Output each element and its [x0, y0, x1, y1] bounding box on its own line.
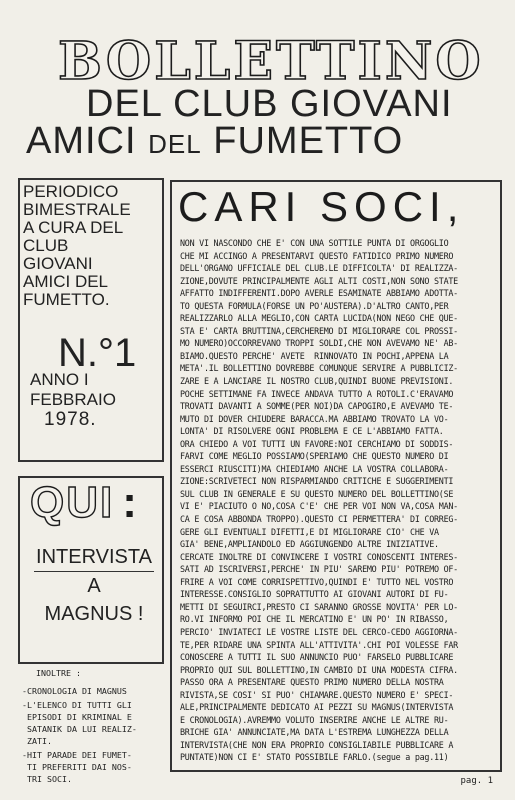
article-line: PERCIO' INVIATECI LE VOSTRE LISTE DEL CERCO-CEDO AGGIORNA- [180, 626, 458, 637]
qui-heading [30, 478, 139, 527]
list-item-line: EPISODI DI KRIMINAL E [27, 711, 132, 722]
info-line: CLUB [23, 236, 69, 255]
article-line: ALE,PRINCIPALMENTE DEDICATO AI PEZZI SU MAGNUS(INTERVISTA [180, 702, 454, 713]
list-item [22, 749, 168, 786]
list-item-line: -CRONOLOGIA DI MAGNUS [22, 686, 127, 697]
article-line: MO NUMERO)OCCORREVANO TROPPI SOLDI,CHE NON AVEVAMO NE' AB- [180, 338, 458, 349]
masthead-title: BOLLETTINO [58, 31, 484, 92]
interview-line-2: A [87, 575, 101, 597]
info-line: FUMETTO. [23, 290, 110, 309]
inoltre-list [22, 667, 168, 786]
info-line: A CURA DEL [23, 218, 124, 237]
qui-colon: : [122, 478, 139, 527]
article-line: VI E' PIACIUTO O NO,COSA C'E' CHE PER VOI NON VA,COSA MAN- [180, 501, 458, 512]
article-line: E CRONOLOGIA).AVREMMO VOLUTO INSERIRE ANCHE LE ALTRE RU- [180, 714, 449, 725]
article-line: ESSERCI RIUSCITI)MA CHIEDIAMO ANCHE LA VOSTRA COLLABORA- [180, 463, 449, 474]
article-line: PASSO ORA A PRESENTARE QUESTO PRIMO NUMERO DELLA NOSTRA [180, 677, 444, 688]
issue-number: N.°1 [58, 331, 137, 375]
list-item-line: SATANIK DA LUI REALIZ- [27, 724, 137, 735]
inoltre-heading: INOLTRE : [36, 668, 81, 678]
masthead-fumetto: FUMETTO [213, 120, 404, 162]
article-line: SUL CLUB IN GENERALE E SU QUESTO NUMERO DEL BOLLETTINO(SE [180, 488, 454, 499]
article-line: METTI DI SEGUIRCI,PRESTO CI SARANNO GROSSE NOVITA' PER LO- [180, 601, 458, 612]
info-line: BIMESTRALE [23, 200, 131, 219]
issue-month: FEBBRAIO [30, 390, 116, 409]
article-line: GERE GLI EVENTUALI DIFETTI,E DI MIGLIORARE CIO' CHE VA [180, 526, 439, 537]
article-line: REALIZZARLO ALLA MEGLIO,CON CARTA LUCIDA(NON NEGO CHE QUE- [180, 313, 458, 324]
article-line: ZIONE,DOVUTE PRINCIPALMENTE AGLI ALTI COSTI,NON SONO STATE [180, 275, 458, 286]
article-line: ORA CHIEDO A VOI TUTTI UN FAVORE:NOI CERCHIAMO DI SODDIS- [180, 438, 454, 449]
article-line: BRICHE GIA' ANNUNCIATE,MA DATA L'ESTREMA LUNGHEZZA DELLA [180, 727, 449, 738]
article-line: CA E COSA ABBONDA TROPPO).QUESTO CI PERMETTERA' DI CORREG- [180, 514, 458, 525]
article-line: RIVISTA,SE COSI' SI PUO' CHIAMARE.QUESTO NUMERO E' SPECI- [180, 689, 454, 700]
article-line: CHE MI ACCINGO A PRESENTARVI QUESTO FATIDICO PRIMO NUMERO [180, 250, 454, 261]
article-body [180, 237, 502, 764]
article-line: LONTA' DI RISOLVERE OGNI PROBLEMA E CE L'ABBIAMO FATTA. [180, 426, 444, 437]
article-line: RO.VI INFORMO POI CHE IL MERCATINO E' UN PO' IN RIBASSO, [180, 614, 449, 625]
article-line: TE,PER RIDARE UNA SPINTA ALL'ATTIVITA'.CHI POI VOLESSE FAR [180, 639, 458, 650]
issue-year-label: ANNO I [30, 370, 89, 389]
article-line: CERCATE INOLTRE DI CONVINCERE I VOSTRI CONOSCENTI INTERES- [180, 551, 458, 562]
article-line: POCHE SETTIMANE FA INVECE ANDAVA TUTTO A ROTOLI.C'ERAVAMO [180, 388, 454, 399]
masthead-club-giovani: DEL CLUB GIOVANI [86, 83, 453, 125]
page-number: pag. 1 [460, 776, 493, 786]
article-line: ZIONE:SCRIVETECI NON RISPARMIANDO CRITICHE E SUGGERIMENTI [180, 476, 454, 487]
article-line: TROVATI DAVANTI A SOMME(PER NOI)DA CAPOGIRO,E AVEVAMO TE- [180, 401, 454, 412]
interview-line-3: MAGNUS ! [44, 603, 144, 625]
info-line: GIOVANI [23, 254, 93, 273]
issue-meta [30, 370, 165, 430]
issue-year: 1978. [44, 409, 97, 430]
article-line: ZARE E A LANCIARE IL NOSTRO CLUB,QUINDI BUONE PREVISIONI. [180, 376, 454, 387]
article-line: BIAMO.QUESTO PERCHE' AVETE RINNOVATO IN POCHI,APPENA LA [180, 350, 449, 361]
qui-word: QUI [30, 478, 115, 527]
list-item-line: TI PREFERITI DAI NOS- [27, 762, 132, 773]
article-heading: CARI SOCI, [178, 183, 465, 230]
article-line: META'.IL BOLLETTINO DOVREBBE COMUNQUE SERVIRE A PUBBLICIZ- [180, 363, 458, 374]
article-line: GIA' BENE,AMPLIANDOLO ED AGGIUNGENDO ALTRE INIZIATIVE. [180, 539, 439, 550]
article-line: SATI AD ISCRIVERSI,PERCHE' IN PIU' SAREMO PIU' POTREMO OF- [180, 564, 458, 575]
list-item [22, 685, 168, 697]
article-line: PUNTATE)NON CI E' STATO POSSIBILE FARLO.(segue a pag.11) [180, 752, 449, 763]
masthead-amici: AMICI [26, 120, 137, 162]
info-box-text [23, 183, 163, 309]
list-item-line: ZATI. [27, 736, 52, 747]
article-line: STA E' CARTA BRUTTINA,CERCHEREMO DI MIGLIORARE COL PROSSI- [180, 325, 458, 336]
article-line: CONOSCERE A TUTTI IL SUO ANNUNCIO PUO' FARSELO PUBBLICARE [180, 652, 454, 663]
interview-line-1: INTERVISTA [36, 546, 152, 568]
article-line: FARVI COME MEGLIO POSSIAMO(SPERIAMO CHE QUESTO NUMERO DI [180, 451, 449, 462]
masthead-line-1 [86, 85, 453, 123]
article-line: NON VI NASCONDO CHE E' CON UNA SOTTILE PUNTA DI ORGOGLIO [180, 238, 449, 248]
masthead-line-2 [26, 122, 403, 160]
article-line: DELL'ORGANO UFFICIALE DEL CLUB.LE DIFFICOLTA' DI REALIZZA- [180, 263, 458, 274]
article-line: TO QUESTA FORMULA(FORSE UN PO'AUSTERA).D'ALTRO CANTO,PER [180, 300, 449, 311]
article-line: INTERESSE.CONSIGLIO SOPRATTUTTO AI GIOVANI AUTORI DI FU- [180, 589, 449, 600]
masthead-del: DEL [148, 129, 202, 159]
article-line: PROPRIO QUI SUL BOLLETTINO,IN CAMBIO DI UNA MODESTA CIFRA. [180, 664, 458, 675]
article-line: INTERVISTA(CHE NON ERA PROPRIO CONSIGLIABILE PUBBLICARE A [180, 739, 454, 750]
info-line: AMICI DEL [23, 272, 109, 291]
list-item-line: -HIT PARADE DEI FUMET- [22, 749, 132, 760]
article-line: AFFATTO INDIFFERENTI.DOPO AVERLE ESAMINATE ABBIAMO ADOTTA- [180, 288, 458, 299]
list-item-line: -L'ELENCO DI TUTTI GLI [22, 699, 132, 710]
list-item-line: TRI SOCI. [27, 774, 72, 785]
article-line: FRIRE A VOI COME CORRISPETTIVO,QUINDI E' TUTTO NEL VOSTRO [180, 576, 454, 587]
list-item [22, 699, 168, 748]
interview-announcement [22, 543, 166, 628]
article-line: MUTO DI DOVER CHIUDERE BARACCA.MA ABBIAMO TROVATO LA VO- [180, 413, 449, 424]
info-line: PERIODICO [23, 182, 119, 201]
